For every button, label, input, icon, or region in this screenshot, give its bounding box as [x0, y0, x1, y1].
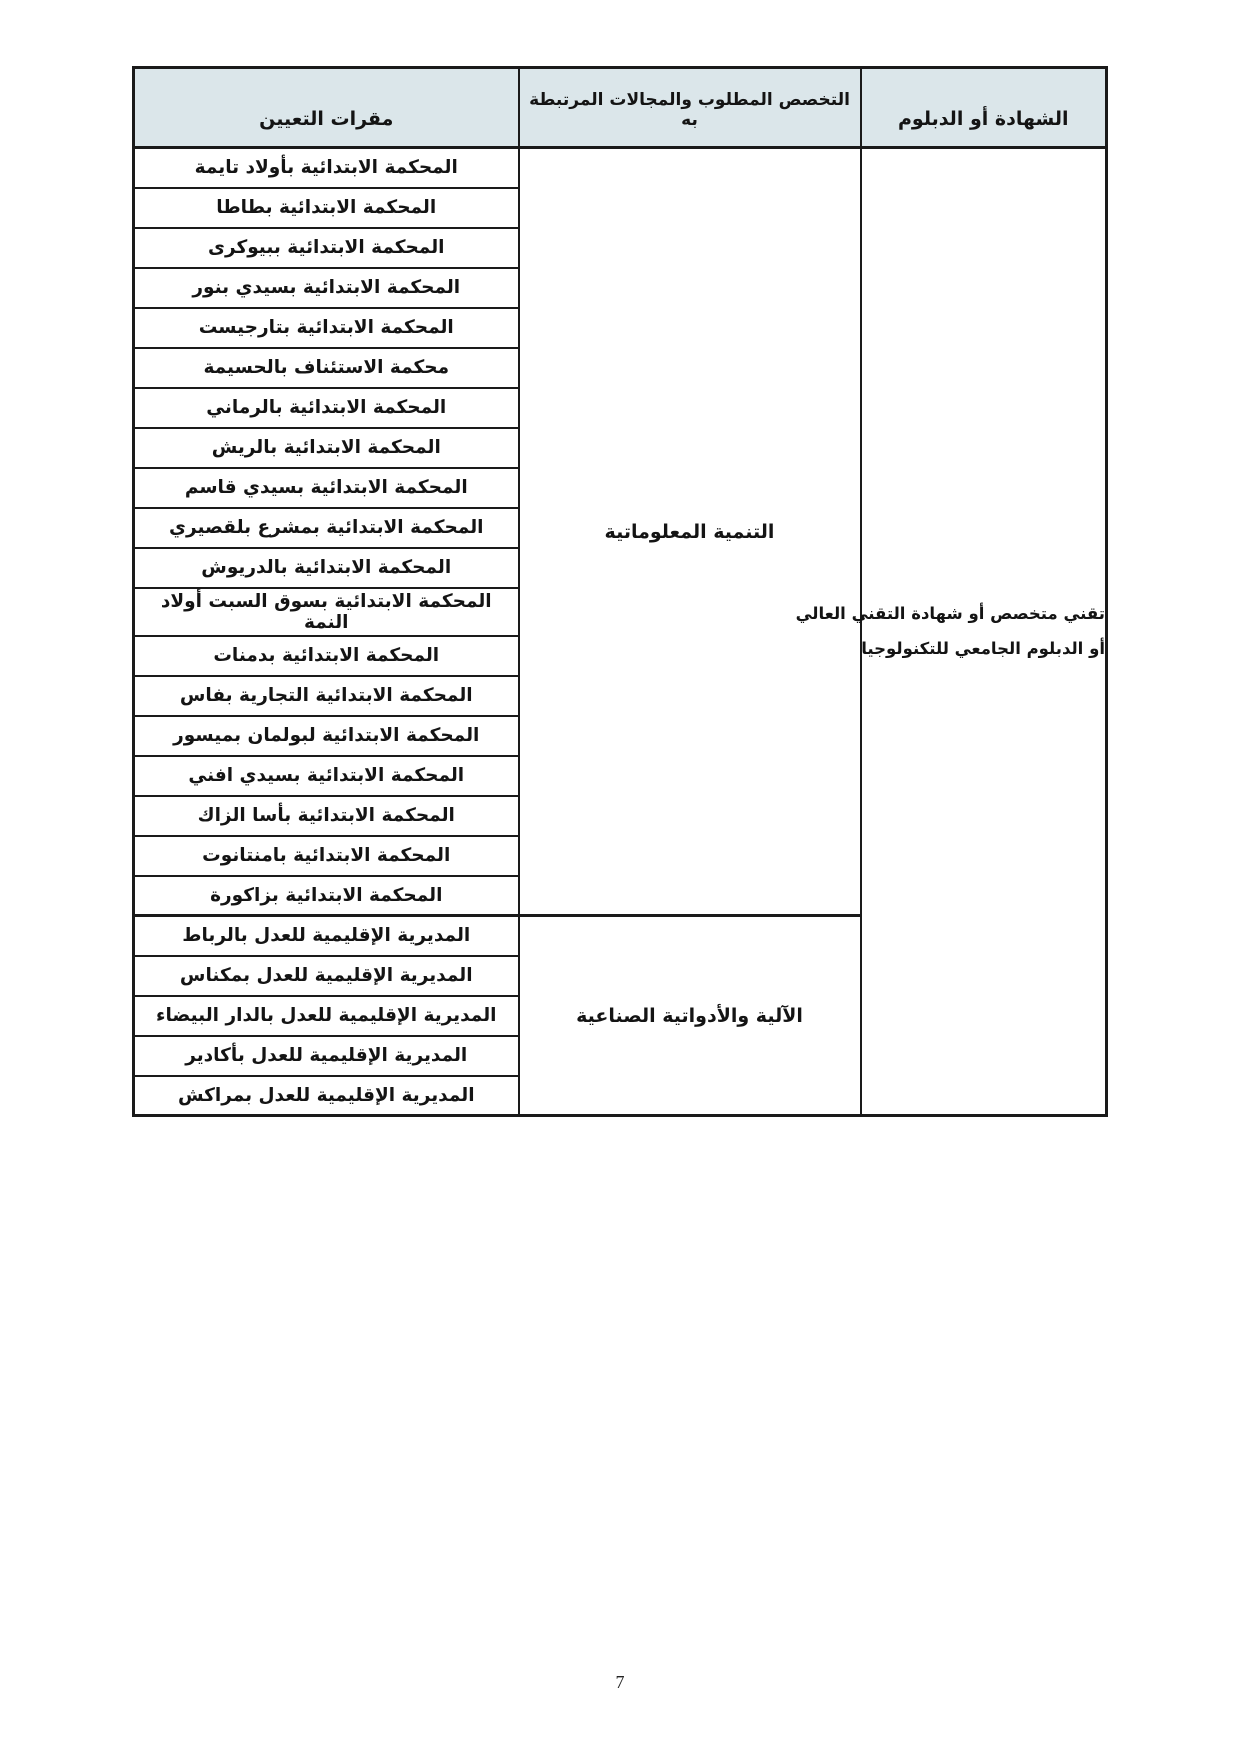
location-cell: المديرية الإقليمية للعدل بالرباط [134, 916, 519, 956]
location-cell: المديرية الإقليمية للعدل بمكناس [134, 956, 519, 996]
header-row [134, 68, 1107, 148]
location-cell: المحكمة الابتدائية بامنتانوت [134, 836, 519, 876]
location-cell: المحكمة الابتدائية بتارجيست [134, 308, 519, 348]
appointments-table [132, 66, 1108, 1117]
location-cell: المحكمة الابتدائية بسيدي بنور [134, 268, 519, 308]
location-cell: المديرية الإقليمية للعدل بأكادير [134, 1036, 519, 1076]
location-cell: المحكمة الابتدائية بالريش [134, 428, 519, 468]
specialty-cell: التنمية المعلوماتية [519, 148, 861, 916]
location-cell: المديرية الإقليمية للعدل بالدار البيضاء [134, 996, 519, 1036]
page-number: 7 [615, 1672, 625, 1692]
location-cell: المحكمة الابتدائية بسيدي قاسم [134, 468, 519, 508]
location-cell: المحكمة الابتدائية بسيدي افني [134, 756, 519, 796]
location-cell: المحكمة الابتدائية لبولمان بميسور [134, 716, 519, 756]
certificate-line: أو الدبلوم الجامعي للتكنولوجيا [861, 638, 1105, 658]
header-locations: مقرات التعيين [134, 68, 519, 148]
location-cell: محكمة الاستئناف بالحسيمة [134, 348, 519, 388]
header-certificate: الشهادة أو الدبلوم [861, 68, 1107, 148]
location-cell: المحكمة الابتدائية ببيوكرى [134, 228, 519, 268]
location-cell: المحكمة الابتدائية بزاكورة [134, 876, 519, 916]
location-cell: المحكمة الابتدائية بالدريوش [134, 548, 519, 588]
location-cell: المحكمة الابتدائية التجارية بفاس [134, 676, 519, 716]
location-cell: المحكمة الابتدائية بسوق السبت أولاد النمة [134, 588, 519, 636]
certificate-line: تقني متخصص أو شهادة التقني العالي [795, 603, 1105, 623]
location-cell: المحكمة الابتدائية بطاطا [134, 188, 519, 228]
location-cell: المحكمة الابتدائية بالرماني [134, 388, 519, 428]
specialty-cell: الآلية والأدواتية الصناعية [519, 916, 861, 1116]
location-cell: المديرية الإقليمية للعدل بمراكش [134, 1076, 519, 1116]
certificate-cell [795, 148, 1107, 1116]
location-cell: المحكمة الابتدائية بأسا الزاك [134, 796, 519, 836]
location-cell: المحكمة الابتدائية بمشرع بلقصيري [134, 508, 519, 548]
table-row [134, 148, 1107, 188]
location-cell: المحكمة الابتدائية بدمنات [134, 636, 519, 676]
header-specialty: التخصص المطلوب والمجالات المرتبطة به [519, 68, 861, 148]
location-cell: المحكمة الابتدائية بأولاد تايمة [134, 148, 519, 188]
